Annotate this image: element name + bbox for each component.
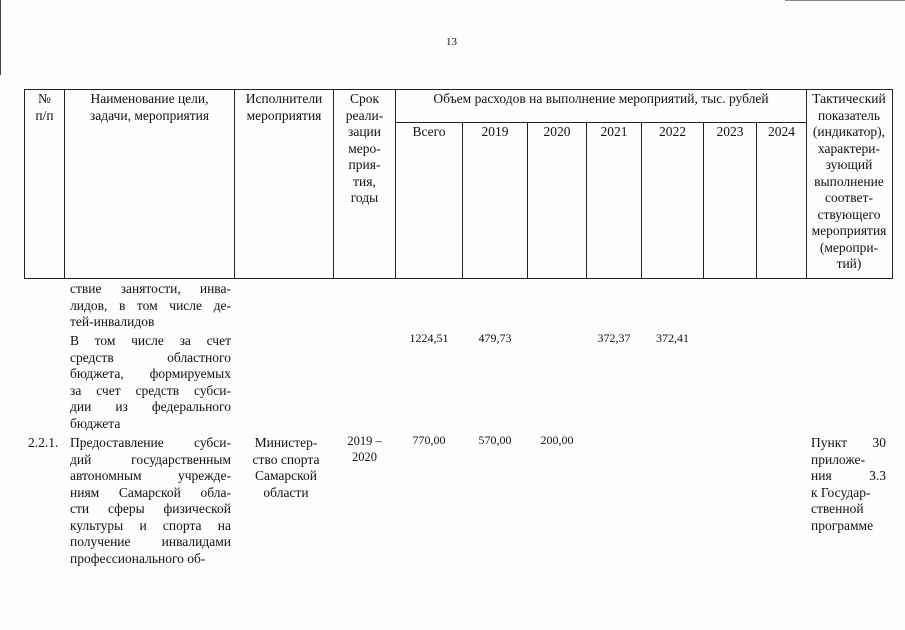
page-edge-top bbox=[785, 0, 905, 1]
header-col-2020: 2020 bbox=[543, 124, 571, 139]
header-expenses-title: Объем расходов на выполнение мероприятий, тыс. рублей bbox=[433, 91, 769, 106]
row3-2020: 200,00 bbox=[540, 433, 574, 447]
expenses-subheader-line bbox=[395, 122, 806, 123]
header-col-2019: 2019 bbox=[481, 124, 509, 139]
row3-num: 2.2.1. bbox=[28, 435, 59, 450]
col-divider-2020 bbox=[586, 122, 587, 279]
page-number: 13 bbox=[446, 36, 457, 48]
page-edge-left bbox=[0, 0, 1, 75]
header-col-2024: 2024 bbox=[768, 124, 795, 139]
header-indicator: Тактический показатель (индикатор), характери- зующий выполнение соответ- ствующего мероприятия (меропри- тий) bbox=[811, 91, 887, 271]
row1-name-text: ствие занятости, инва- лидов, в том числе де- тей-инвалидов bbox=[70, 281, 231, 329]
col-divider-2023 bbox=[756, 122, 757, 279]
table-top-border bbox=[24, 89, 892, 90]
row3-2019: 570,00 bbox=[478, 433, 512, 447]
header-bottom-border bbox=[24, 278, 892, 279]
header-name: Наименование цели, задачи, мероприятия bbox=[89, 91, 210, 123]
col-divider-2022 bbox=[703, 122, 704, 279]
row3-name-text: Предоставление субси- дий государственным автономным учрежде- ниям Самарской обла- сти сферы физической культуры и спорта на получение инвалидами профессионального об- bbox=[70, 435, 231, 566]
row2-2022: 372,41 bbox=[656, 331, 689, 345]
row2-name-text: В том числе за счет средств областного бюджета, формируемых за счет средств субси- дии из федерального бюджета bbox=[70, 333, 231, 431]
row2-total: 1224,51 bbox=[409, 331, 449, 345]
row2-2019: 479,73 bbox=[478, 331, 512, 345]
header-num: № п/п bbox=[35, 91, 54, 123]
col-divider-2021 bbox=[641, 122, 642, 279]
col-divider-period bbox=[395, 89, 396, 279]
row2-2021: 372,37 bbox=[597, 331, 631, 345]
col-divider-2019 bbox=[527, 122, 528, 279]
row3-period: 2019 – 2020 bbox=[347, 434, 382, 464]
header-col-2022: 2022 bbox=[659, 124, 686, 139]
row3-total: 770,00 bbox=[412, 433, 446, 447]
header-col-2021: 2021 bbox=[600, 124, 628, 139]
row3-executor: Министер- ство спорта Самарской области bbox=[252, 435, 320, 500]
header-executor: Исполнители мероприятия bbox=[245, 91, 323, 123]
header-col-2023: 2023 bbox=[716, 124, 744, 139]
header-period: Срок реали- зации меро- прия- тия, годы bbox=[345, 91, 384, 205]
header-col-total: Всего bbox=[412, 124, 446, 139]
col-divider-total bbox=[462, 122, 463, 279]
row3-indicator: Пункт 30 приложе- ния 3.3 к Государ- ственной программе bbox=[811, 435, 886, 533]
